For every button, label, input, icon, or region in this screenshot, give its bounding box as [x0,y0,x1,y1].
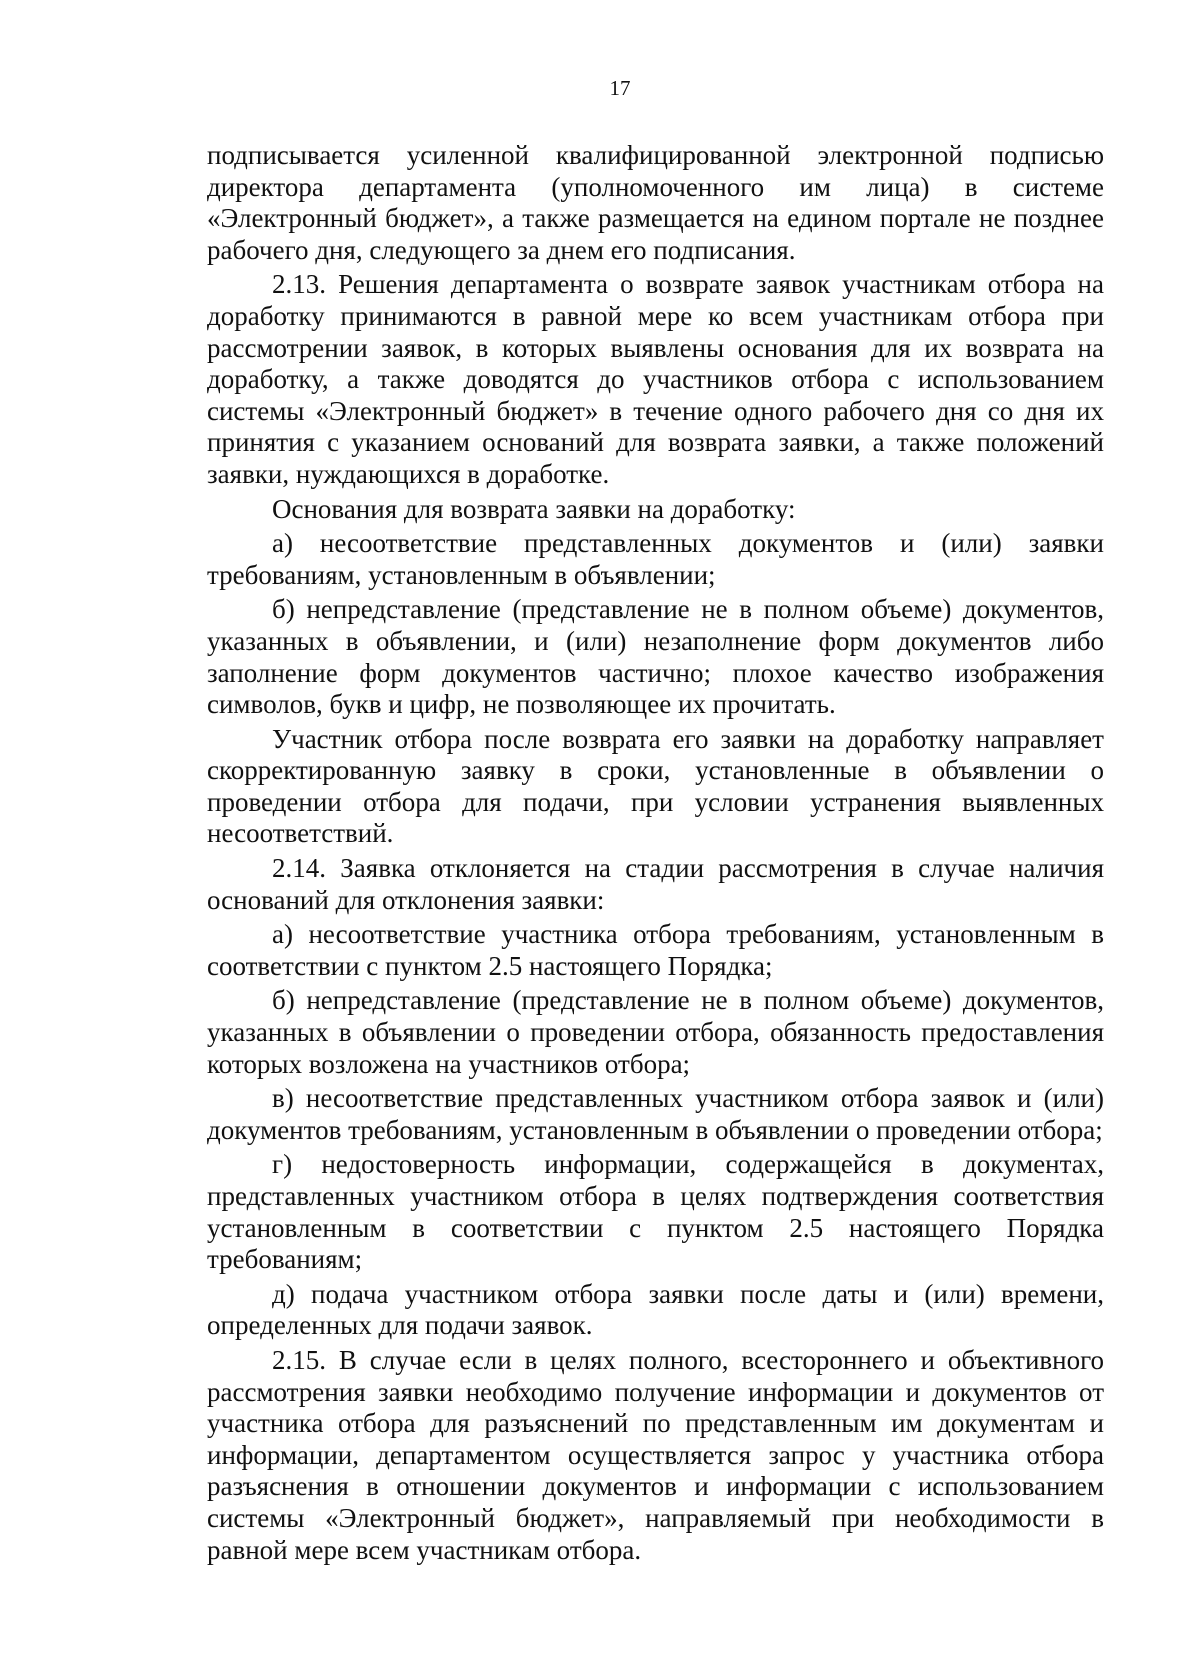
paragraph: а) несоответствие участника отбора требованиям, установленным в соответствии с пунктом 2.5 настоящего Порядка; [207,919,1104,981]
document-body [207,140,1104,1566]
paragraph: Участник отбора после возврата его заявки на доработку направляет скорректированную заявку в сроки, установленные в объявлении о проведении отбора для подачи, при условии устранения выявленных несоответствий. [207,723,1104,849]
paragraph: б) непредставление (представление не в полном объеме) документов, указанных в объявлении о проведении отбора, обязанность предоставления которых возложена на участников отбора; [207,985,1104,1079]
paragraph: г) недостоверность информации, содержащейся в документах, представленных участником отбора в целях подтверждения соответствия установленным в соответствии с пунктом 2.5 настоящего Порядка требованиям; [207,1149,1104,1275]
paragraph: Основания для возврата заявки на доработку: [272,493,796,524]
paragraph: а) несоответствие представленных документов и (или) заявки требованиям, установленным в объявлении; [207,528,1104,590]
paragraph: 2.13. Решения департамента о возврате заявок участникам отбора на доработку принимаются в равной мере ко всем участникам отбора при рассмотрении заявок, в которых выявлены основания для их возврата на доработку, а также доводятся до участников отбора с использованием системы «Электронный бюджет» в течение одного рабочего дня со дня их принятия с указанием оснований для возврата заявки, а также положений заявки, нуждающихся в доработке. [207,269,1104,489]
paragraph: в) несоответствие представленных участником отбора заявок и (или) документов требованиям, установленным в объявлении о проведении отбора; [207,1083,1104,1145]
paragraph: 2.14. Заявка отклоняется на стадии рассмотрения в случае наличия оснований для отклонения заявки: [207,853,1104,915]
paragraph: подписывается усиленной квалифицированной электронной подписью директора департамента (уполномоченного им лица) в системе «Электронный бюджет», а также размещается на едином портале не позднее рабочего дня, следующего за днем его подписания. [207,140,1104,265]
paragraph: б) непредставление (представление не в полном объеме) документов, указанных в объявлении, и (или) незаполнение форм документов либо заполнение форм документов частично; плохое качество изображения символов, букв и цифр, не позволяющее их прочитать. [207,594,1104,720]
paragraph: д) подача участником отбора заявки после даты и (или) времени, определенных для подачи заявок. [207,1278,1104,1341]
page-number: 17 [609,76,631,100]
paragraph: 2.15. В случае если в целях полного, всестороннего и объективного рассмотрения заявки необходимо получение информации и документов от участника отбора для разъяснений по представленным им документам и информации, департаментом осуществляется запрос у участника отбора разъяснения в отношении документов и информации с использованием системы «Электронный бюджет», направляемый при необходимости в равной мере всем участникам отбора. [207,1344,1104,1565]
